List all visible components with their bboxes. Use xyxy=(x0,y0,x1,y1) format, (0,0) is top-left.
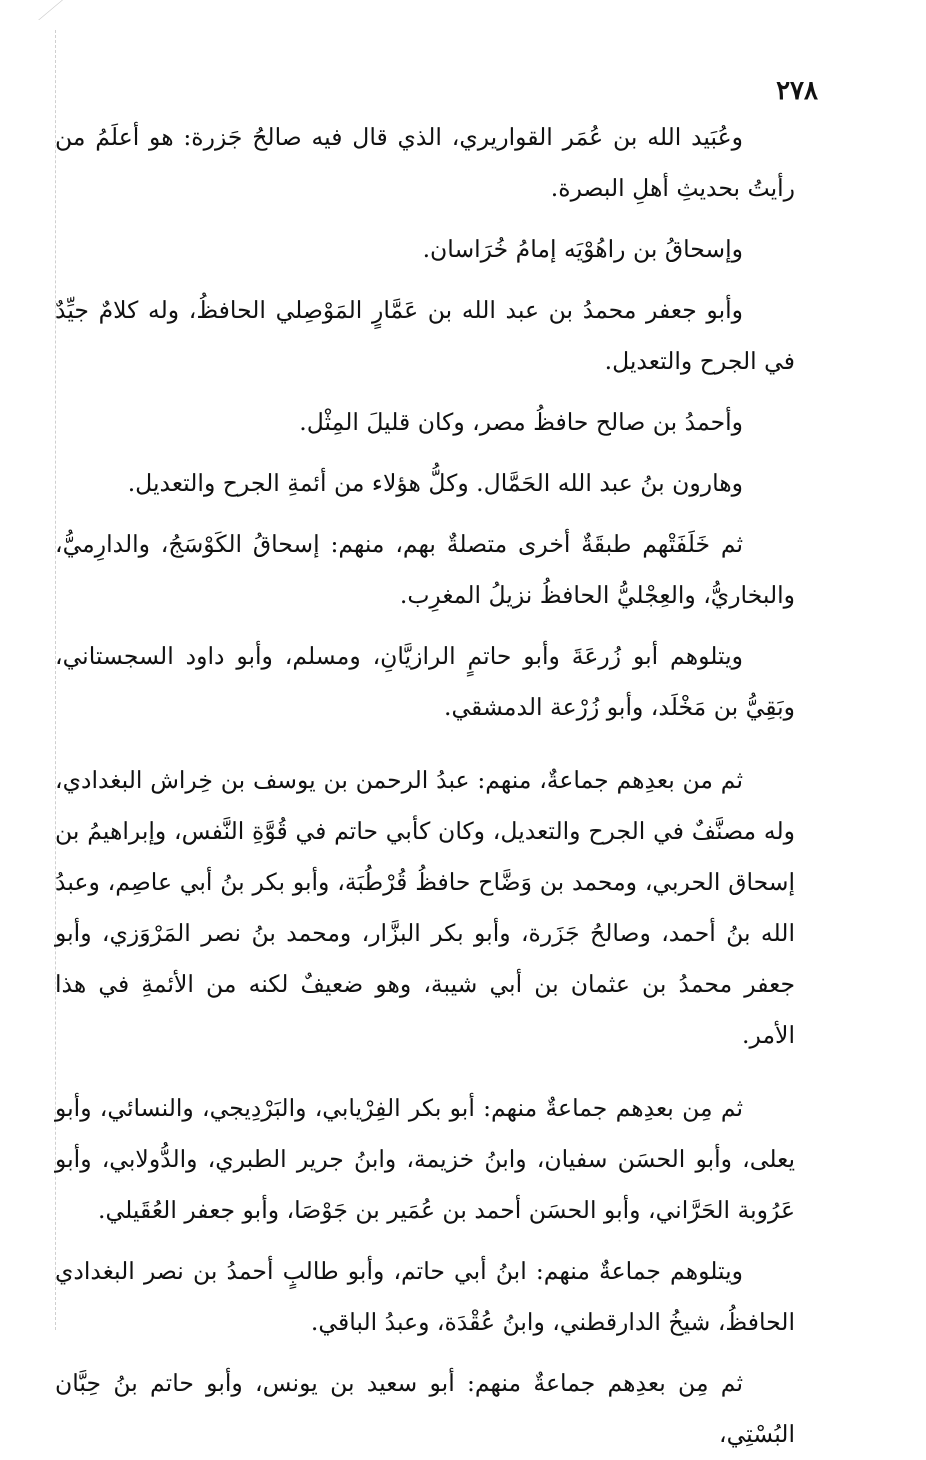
paragraph-1: وعُبَيد الله بن عُمَر القواريري، الذي قال فيه صالحُ جَزرة: هو أعلَمُ من رأيتُ بحديثِ أهلِ البصرة. xyxy=(55,123,795,202)
paragraph-7: ويتلوهم أبو زُرعَةَ وأبو حاتمٍ الرازيَّانِ، ومسلم، وأبو داود السجستاني، وبَقِيُّ بن مَخْلَد، وأبو زُرْعة الدمشقي. xyxy=(55,642,795,721)
paragraph-6: ثم خَلَفَتْهم طبقَةٌ أخرى متصلةٌ بهم، منهم: إسحاقُ الكَوْسَجُ، والدارِميُّ، والبخاريُّ، والعِجْليُّ الحافظُ نزيلُ المغرِب. xyxy=(55,530,795,609)
paragraph-4: وأحمدُ بن صالح حافظُ مصر، وكان قليلَ المِثْل. xyxy=(299,408,743,436)
paragraph-3: وأبو جعفر محمدُ بن عبد الله بن عَمَّارٍ المَوْصِلي الحافظُ، وله كلامٌ جيِّدٌ في الجرح والتعديل. xyxy=(55,296,795,375)
paragraph-11: ثم مِن بعدِهم جماعةٌ منهم: أبو سعيد بن يونس، وأبو حاتم بنُ حِبَّان البُسْتِي، xyxy=(55,1369,795,1448)
paragraph-2: وإسحاقُ بن راهُوْيَه إمامُ خُرَاسان. xyxy=(422,235,743,263)
paragraph-5: وهارون بنُ عبد الله الحَمَّال. وكلُّ هؤلاء من أئمةِ الجرح والتعديل. xyxy=(127,469,743,497)
paragraph-9: ثم مِن بعدِهم جماعةٌ منهم: أبو بكر الفِرْيابي، والبَرْدِيجي، والنسائي، وأبو يعلى، وأبو الحسَن سفيان، وابنُ خزيمة، وابنُ جرير الطبري، والدُّولابي، وأبو عَرُوبة الحَرَّاني، وأبو الحسَن أحمد بن عُمَير بن جَوْصَا، وأبو جعفر العُقَيلي. xyxy=(55,1094,795,1224)
corner-scratch-mark xyxy=(38,0,93,20)
paragraph-8: ثم من بعدِهم جماعةٌ، منهم: عبدُ الرحمن بن يوسف بن خِراش البغدادي، وله مصنَّفٌ في الجرح والتعديل، وكان كأبي حاتم في قُوَّةِ النَّفس، وإبراهيمُ بن إسحاق الحربي، ومحمد بن وَضَّاح حافظُ قُرْطُبَة، وأبو بكر بنُ أبي عاصِم، وعبدُ الله بنُ أحمد، وصالحُ جَزَرة، وأبو بكر البزَّار، ومحمد بنُ نصر المَرْوَزي، وأبو جعفر محمدُ بن عثمان بن أبي شيبة، وهو ضعيفٌ لكنه من الأئمةِ في هذا الأمر. xyxy=(55,766,795,1049)
paragraph-10: ويتلوهم جماعةٌ منهم: ابنُ أبي حاتم، وأبو طالبٍ أحمدُ بن نصر البغدادي الحافظُ، شيخُ الدارقطني، وابنُ عُقْدَة، وعبدُ الباقي. xyxy=(55,1257,795,1336)
page-number: ٢٧٨ xyxy=(776,76,818,106)
body-text xyxy=(55,112,795,1460)
